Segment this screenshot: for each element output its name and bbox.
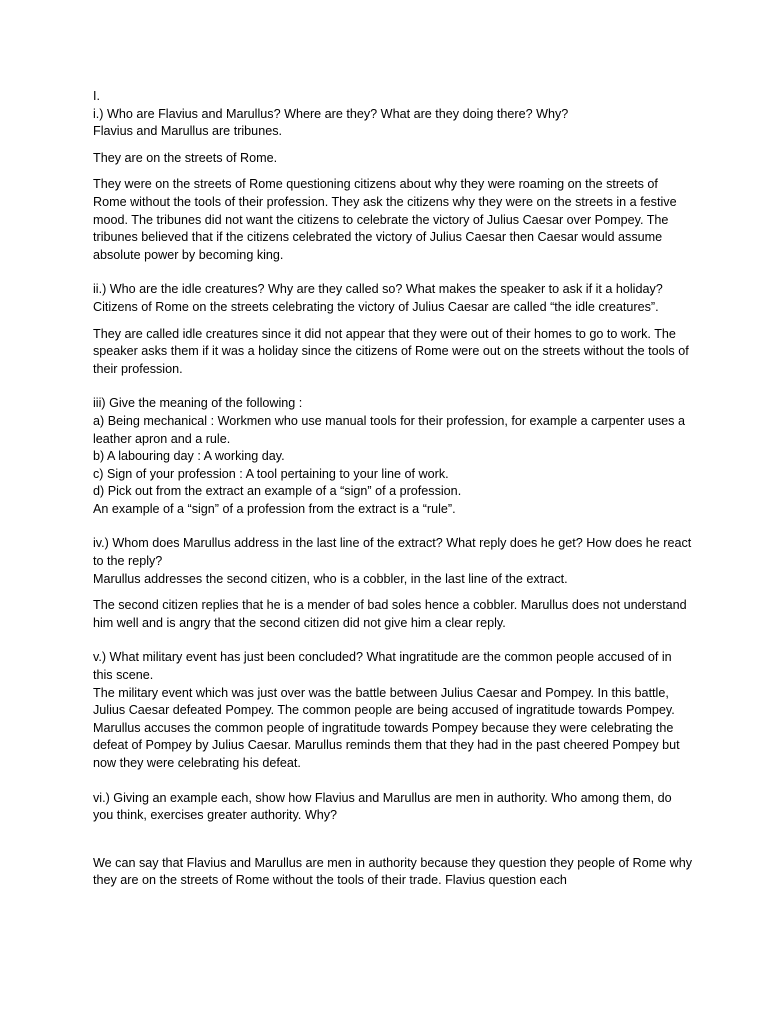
- question-5: v.) What military event has just been concluded? What ingratitude are the common people accused of in this scene.: [93, 650, 672, 683]
- question-3: iii) Give the meaning of the following :: [93, 396, 303, 411]
- question-3-item-d-answer: An example of a “sign” of a profession from the extract is a “rule”.: [93, 501, 456, 516]
- answer-1-paragraph: They were on the streets of Rome questioning citizens about why they were roaming on the streets of Rome without the tools of their profession. They ask the citizens why they were on the streets in a festive mood. The tribunes did not want the citizens to celebrate the victory of Julius Caesar over Pompey. The tribunes believed that if the citizens celebrated the victory of Julius Caesar then Caesar would assume absolute power by becoming king.: [93, 177, 677, 262]
- answer-1-line-1: Flavius and Marullus are tribunes.: [93, 124, 282, 139]
- answer-4-line-1: Marullus addresses the second citizen, who is a cobbler, in the last line of the extract.: [93, 571, 568, 586]
- question-2: ii.) Who are the idle creatures? Why are they called so? What makes the speaker to ask if it a holiday?: [93, 282, 663, 297]
- answer-4-paragraph: The second citizen replies that he is a mender of bad soles hence a cobbler. Marullus does not understand him well and is angry that the second citizen did not give him a clear reply.: [93, 598, 687, 630]
- question-3-item-a: a) Being mechanical : Workmen who use manual tools for their profession, for example a carpenter uses a leather apron and a rule.: [93, 413, 685, 446]
- answer-1-line-2: They are on the streets of Rome.: [93, 150, 278, 165]
- question-3-item-c: c) Sign of your profession : A tool pertaining to your line of work.: [93, 466, 449, 481]
- answer-6-paragraph: We can say that Flavius and Marullus are men in authority because they question they people of Rome why they are on the streets of Rome without the tools of their trade. Flavius question each: [93, 855, 692, 888]
- answer-5-paragraph: The military event which was just over was the battle between Julius Caesar and Pompey. In this battle, Julius Caesar defeated Pompey. The common people are being accused of ingratitude towards Pompey. Marullus accuses the common people of ingratitude towards Pompey because they were celebrating the defeat of Pompey by Julius Caesar. Marullus reminds them that they had in the past cheered Pompey but now they were celebrating his defeat.: [93, 685, 680, 770]
- answer-2-paragraph: They are called idle creatures since it did not appear that they were out of their homes to go to work. The speaker asks them if it was a holiday since the citizens of Rome were out on the streets without the tools of their profession.: [93, 326, 689, 376]
- question-4: iv.) Whom does Marullus address in the last line of the extract? What reply does he get? How does he react to the reply?: [93, 536, 692, 569]
- question-3-item-d: d) Pick out from the extract an example of a “sign” of a profession.: [93, 484, 462, 499]
- question-3-item-b: b) A labouring day : A working day.: [93, 449, 285, 464]
- section-number: I.: [93, 89, 100, 103]
- document-page: [93, 88, 693, 890]
- answer-2-line-1: Citizens of Rome on the streets celebrating the victory of Julius Caesar are called “the idle creatures”.: [93, 299, 659, 314]
- question-1: i.) Who are Flavius and Marullus? Where are they? What are they doing there? Why?: [93, 106, 569, 121]
- question-6: vi.) Giving an example each, show how Flavius and Marullus are men in authority. Who among them, do you think, exercises greater authority. Why?: [93, 790, 672, 823]
